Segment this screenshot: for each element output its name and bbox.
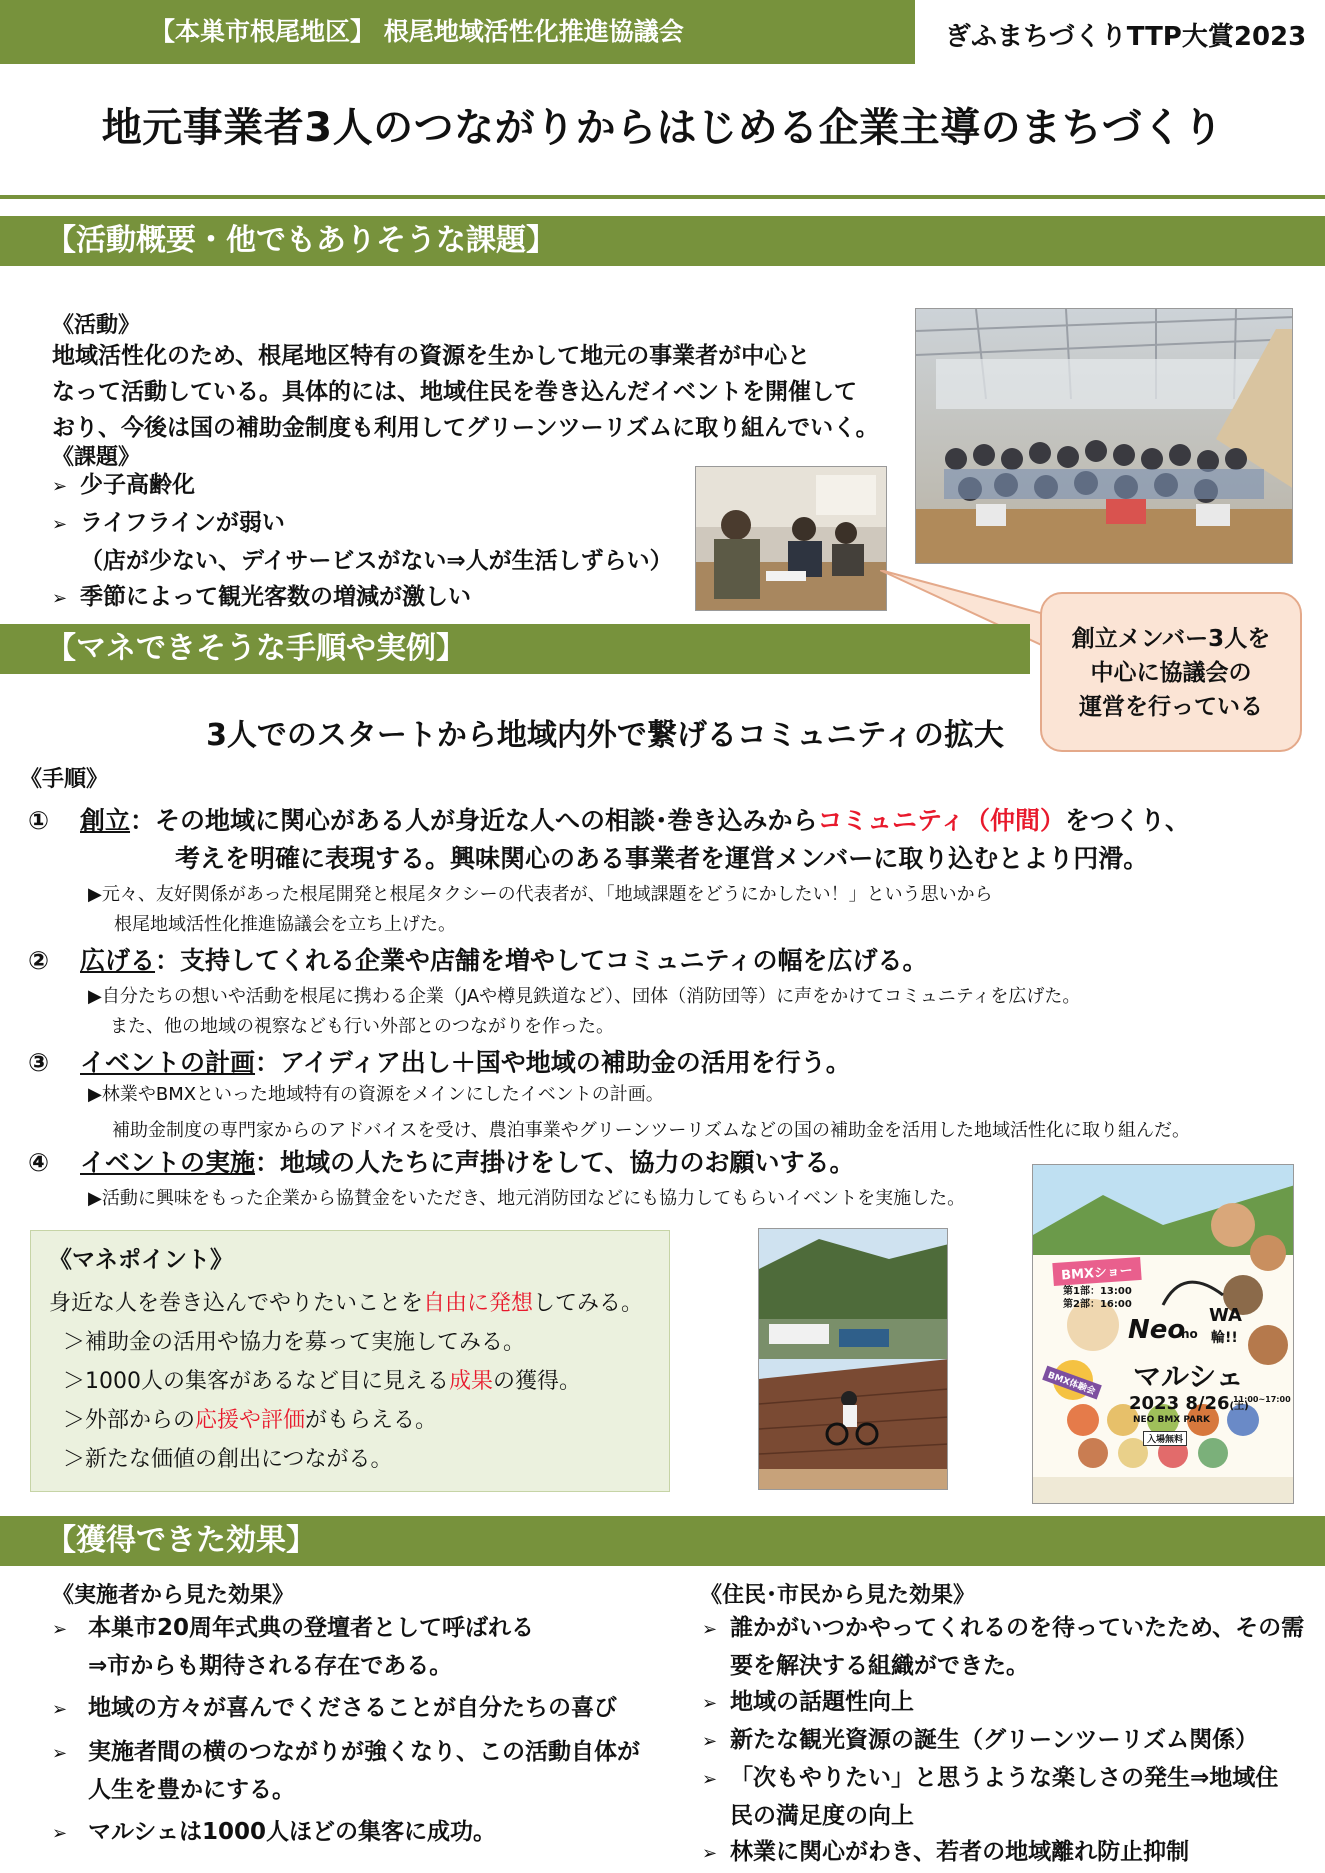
step-note: 根尾地域活性化推進協議会を立ち上げた。 xyxy=(114,914,456,935)
section-effects-heading-text: 【獲得できた効果】 xyxy=(46,1523,316,1558)
arrow-bullet-icon: ➢ xyxy=(702,1693,718,1714)
header-award: ぎふまちづくりTTP大賞2023 xyxy=(945,22,1307,52)
effects-implementer-list xyxy=(52,1610,640,1852)
step-note: ▶自分たちの想いや活動を根尾に携わる企業（JAや樽見鉄道など）、団体（消防団等）に声をかけてコミュニティを広げた。 xyxy=(88,986,1081,1007)
callout-line: 創立メンバー3人を xyxy=(1071,626,1271,652)
effects-resident-label: 《住民･市民から見た効果》 xyxy=(700,1583,976,1608)
effects-implementer-label: 《実施者から見た効果》 xyxy=(52,1583,295,1608)
bmx-photo xyxy=(758,1228,948,1490)
arrow-bullet-icon: ➢ xyxy=(702,1619,718,1640)
activity-line: 地域活性化のため、根尾地区特有の資源を生かして地元の事業者が中心と xyxy=(52,343,811,369)
poster-wa: WA xyxy=(1209,1305,1242,1326)
poster-hours: 11:00~17:00 xyxy=(1233,1395,1291,1404)
issue-item-continuation: （店が少ない、デイサービスがない⇒人が生活しずらい） xyxy=(80,548,673,574)
step-note: ▶活動に興味をもった企業から協賛金をいただき、地元消防団などにも協力してもらいイベントを実施した。 xyxy=(88,1188,966,1209)
effect-item: ➢ 本巣市20周年式典の登壇者として呼ばれる xyxy=(52,1610,640,1648)
step-4-heading: ④ イベントの実施：地域の人たちに声掛けをして、協力のお願いする。 xyxy=(28,1144,855,1182)
step-3-term: イベントの計画 xyxy=(80,1048,256,1077)
step-4-notes xyxy=(88,1184,965,1214)
arrow-bullet-icon: ➢ xyxy=(702,1731,718,1752)
step-1-term: 創立 xyxy=(80,806,131,835)
effect-item: ➢ 地域の話題性向上 xyxy=(702,1684,1304,1722)
activity-text xyxy=(52,338,879,446)
arrow-bullet-icon: ➢ xyxy=(52,1823,68,1844)
poster-neo: Neo xyxy=(1128,1315,1186,1345)
activity-line: おり、今後は国の補助金制度も利用してグリーンツーリズムに取り組んでいく。 xyxy=(52,415,879,441)
effect-item: ➢ 林業に関心がわき、若者の地域離れ防止抑制 xyxy=(702,1834,1304,1872)
issue-item: ➢ 少子高齢化 xyxy=(52,467,673,505)
arrow-bullet-icon: ➢ xyxy=(52,514,68,535)
step-note: 補助金制度の専門家からのアドバイスを受け、農泊事業やグリーンツーリズムなどの国の補助金を活用した地域活性化に取り組んだ。 xyxy=(112,1120,1191,1141)
section-overview-heading-text: 【活動概要・他でもありそうな課題】 xyxy=(46,223,556,258)
effect-item-continuation: 要を解決する組織ができた。 xyxy=(730,1653,1029,1679)
activity-line: なって活動している。具体的には、地域住民を巻き込んだイベントを開催して xyxy=(52,379,857,405)
activity-label: 《活動》 xyxy=(52,313,141,338)
poster-wa2: 輪!! xyxy=(1211,1330,1238,1346)
issues-label: 《課題》 xyxy=(52,445,141,470)
arrow-bullet-icon: ➢ xyxy=(702,1843,718,1864)
effect-item-continuation: 民の満足度の向上 xyxy=(730,1803,914,1829)
mane-point-line: ＞外部からの応援や評価がもらえる。 xyxy=(63,1408,438,1433)
section-overview-heading xyxy=(0,216,1325,266)
effect-item: ➢ 新たな観光資源の誕生（グリーンツーリズム関係） xyxy=(702,1722,1304,1760)
poster-free: 入場無料 xyxy=(1143,1431,1187,1446)
step-1-notes xyxy=(88,880,993,940)
arrow-bullet-icon: ➢ xyxy=(702,1769,718,1790)
title-divider xyxy=(0,195,1325,199)
step-1-highlight: コミュニティ（仲間） xyxy=(817,806,1066,835)
poster-marche: マルシェ xyxy=(1133,1360,1244,1393)
poster-date: 2023 8/26(土) xyxy=(1129,1393,1249,1414)
mane-point-line: 身近な人を巻き込んでやりたいことを自由に発想してみる。 xyxy=(49,1291,644,1316)
bmx-photo-image xyxy=(759,1229,948,1490)
step-3-heading: ③ イベントの計画：アイディア出し＋国や地域の補助金の活用を行う。 xyxy=(28,1044,851,1082)
callout-line: 中心に協議会の xyxy=(1090,660,1252,686)
mane-point-title: 《マネポイント》 xyxy=(49,1247,233,1273)
header-org-bar xyxy=(0,0,915,64)
arrow-bullet-icon: ➢ xyxy=(52,1699,68,1720)
poster-venue: NEO BMX PARK xyxy=(1133,1415,1210,1425)
step-1-line2: 考えを明確に表現する。興味関心のある事業者を運営メンバーに取り込むとより円滑。 xyxy=(175,844,1149,873)
mane-point-line: ＞新たな価値の創出につながる。 xyxy=(63,1447,393,1472)
section-howto-heading-text: 【マネできそうな手順や実例】 xyxy=(46,631,466,666)
effect-item: ➢ 地域の方々が喜んでくださることが自分たちの喜び xyxy=(52,1690,640,1728)
howto-subtitle: 3人でのスタートから地域内外で繋げるコミュニティの拡大 xyxy=(206,718,1004,753)
poster-no: no xyxy=(1181,1327,1198,1341)
step-4-number: ④ xyxy=(28,1148,50,1177)
step-note: ▶林業やBMXといった地域特有の資源をメインにしたイベントの計画。 xyxy=(88,1084,664,1105)
arrow-bullet-icon: ➢ xyxy=(52,1743,68,1764)
effect-item: ➢ マルシェは1000人ほどの集客に成功。 xyxy=(52,1814,640,1852)
step-2-term: 広げる xyxy=(80,946,156,975)
step-3-notes xyxy=(88,1080,1190,1146)
meeting-photo-image xyxy=(696,467,887,611)
steps-label: 《手順》 xyxy=(20,767,109,792)
arrow-bullet-icon: ➢ xyxy=(52,1619,68,1640)
callout-line: 運営を行っている xyxy=(1079,694,1263,720)
step-2-heading: ② 広げる：支持してくれる企業や店舗を増やしてコミュニティの幅を広げる。 xyxy=(28,942,928,980)
step-note: また、他の地域の視察なども行い外部とのつながりを作った。 xyxy=(110,1016,614,1037)
poster-bmx-show: BMXショー xyxy=(1052,1257,1141,1286)
poster-times: 第1部：13:00 第2部：16:00 xyxy=(1063,1286,1132,1310)
mane-point-line: ＞補助金の活用や協力を募って実施してみる。 xyxy=(63,1330,526,1355)
effect-item-continuation: 人生を豊かにする。 xyxy=(88,1777,295,1803)
issue-item: ➢ 季節によって観光客数の増減が激しい xyxy=(52,579,673,617)
mane-point-line: ＞1000人の集客があるなど目に見える成果の獲得。 xyxy=(63,1369,582,1394)
step-3-number: ③ xyxy=(28,1048,50,1077)
section-effects-heading xyxy=(0,1516,1325,1566)
arrow-bullet-icon: ➢ xyxy=(52,588,68,609)
effect-item: ➢ 「次もやりたい」と思うような楽しさの発生⇒地域住 xyxy=(702,1760,1304,1798)
poster-taiken: BMX体験会 xyxy=(1042,1366,1101,1400)
mane-point-box xyxy=(30,1230,670,1492)
step-2-number: ② xyxy=(28,946,50,975)
meeting-photo xyxy=(695,466,887,611)
step-2-notes xyxy=(88,982,1080,1042)
effect-item: ➢ 誰かがいつかやってくれるのを待っていたため、その需 xyxy=(702,1610,1304,1648)
effect-item-continuation: ⇒市からも期待される存在である。 xyxy=(88,1653,453,1679)
arrow-bullet-icon: ➢ xyxy=(52,476,68,497)
issue-item: ➢ ライフラインが弱い xyxy=(52,505,673,543)
group-photo-gym-image xyxy=(916,309,1293,564)
effects-resident-list xyxy=(702,1610,1304,1872)
step-note: ▶元々、友好関係があった根尾開発と根尾タクシーの代表者が、「地域課題をどうにかしたい！」という思いから xyxy=(88,884,993,905)
issues-list xyxy=(52,467,673,617)
effect-item: ➢ 実施者間の横のつながりが強くなり、この活動自体が xyxy=(52,1734,640,1772)
header-org: 【本巣市根尾地区】 根尾地域活性化推進協議会 xyxy=(150,17,684,46)
event-poster xyxy=(1032,1164,1294,1504)
step-4-term: イベントの実施 xyxy=(80,1148,256,1177)
step-1-number: ① xyxy=(28,806,50,835)
step-1-heading: ① 創立：その地域に関心がある人が身近な人への相談･巻き込みからコミュニティ（仲間）をつくり、 xyxy=(28,802,1190,840)
page-title: 地元事業者3人のつながりからはじめる企業主導のまちづくり xyxy=(101,105,1224,151)
group-photo-gym xyxy=(915,308,1293,564)
section-howto-heading xyxy=(0,624,1030,674)
